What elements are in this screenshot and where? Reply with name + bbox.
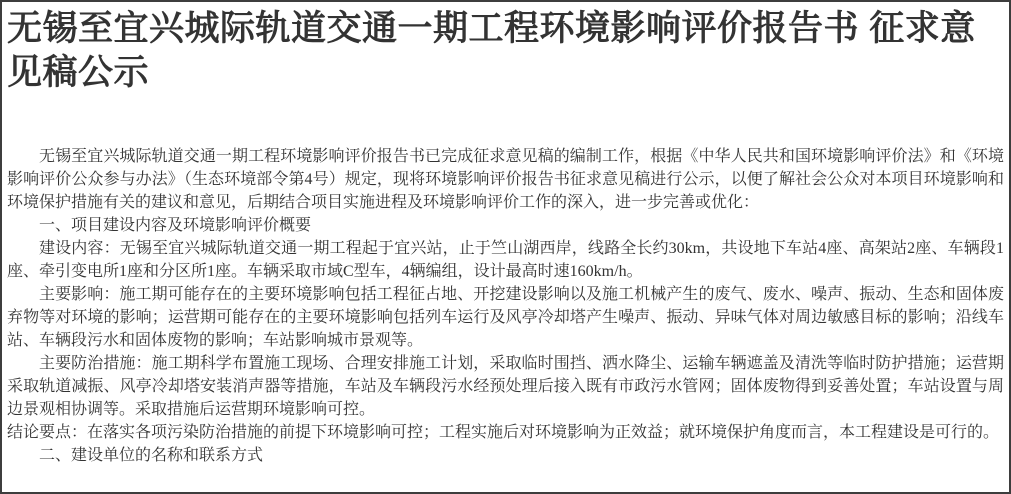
section-heading-2: 二、建设单位的名称和联系方式 — [39, 447, 264, 464]
page-title: 无锡至宜兴城际轨道交通一期工程环境影响评价报告书 征求意见稿公示 — [7, 9, 976, 92]
mitigation-measures-paragraph: 主要防治措施：施工期科学布置施工现场、合理安排施工计划，采取临时围挡、洒水降尘、运输车辆遮盖及清洗等临时防护措施；运营期采取轨道减振、风亭冷却塔安装消声器等措施，车站及车辆段污水经预处理后接入既有市政污水管网；固体废物得到妥善处置；车站设置与周边景观相协调等。采取措施后运营期环境影响可控。 — [7, 355, 1004, 418]
section-heading-1: 一、项目建设内容及环境影响评价概要 — [39, 217, 312, 234]
main-impacts-paragraph: 主要影响：施工期可能存在的主要环境影响包括工程征占地、开挖建设影响以及施工机械产生的废气、废水、噪声、振动、生态和固体废弃物等对环境的影响；运营期可能存在的主要环境影响包括列车运行及风亭冷却塔产生噪声、振动、异味气体对周边敏感目标的影响；沿线车站、车辆段污水和固体废物的影响；车站影响城市景观等。 — [7, 286, 1004, 349]
notice-body — [2, 145, 1009, 467]
conclusion-paragraph: 结论要点：在落实各项污染防治措施的前提下环境影响可控；工程实施后对环境影响为正效益；就环境保护角度而言，本工程建设是可行的。 — [7, 424, 1000, 441]
intro-paragraph: 无锡至宜兴城际轨道交通一期工程环境影响评价报告书已完成征求意见稿的编制工作，根据《中华人民共和国环境影响评价法》和《环境影响评价公众参与办法》（生态环境部令第4号）规定，现将环境影响评价报告书征求意见稿进行公示，以便了解社会公众对本项目环境影响和环境保护措施有关的建议和意见，后期结合项目实施进程及环境影响评价工作的深入，进一步完善或优化： — [7, 148, 1004, 211]
construction-content-paragraph: 建设内容：无锡至宜兴城际轨道交通一期工程起于宜兴站，止于竺山湖西岸，线路全长约30km，共设地下车站4座、高架站2座、车辆段1座、牵引变电所1座和分区所1座。车辆采取市域C型车，4辆编组，设计最高时速160km/h。 — [7, 240, 1004, 280]
